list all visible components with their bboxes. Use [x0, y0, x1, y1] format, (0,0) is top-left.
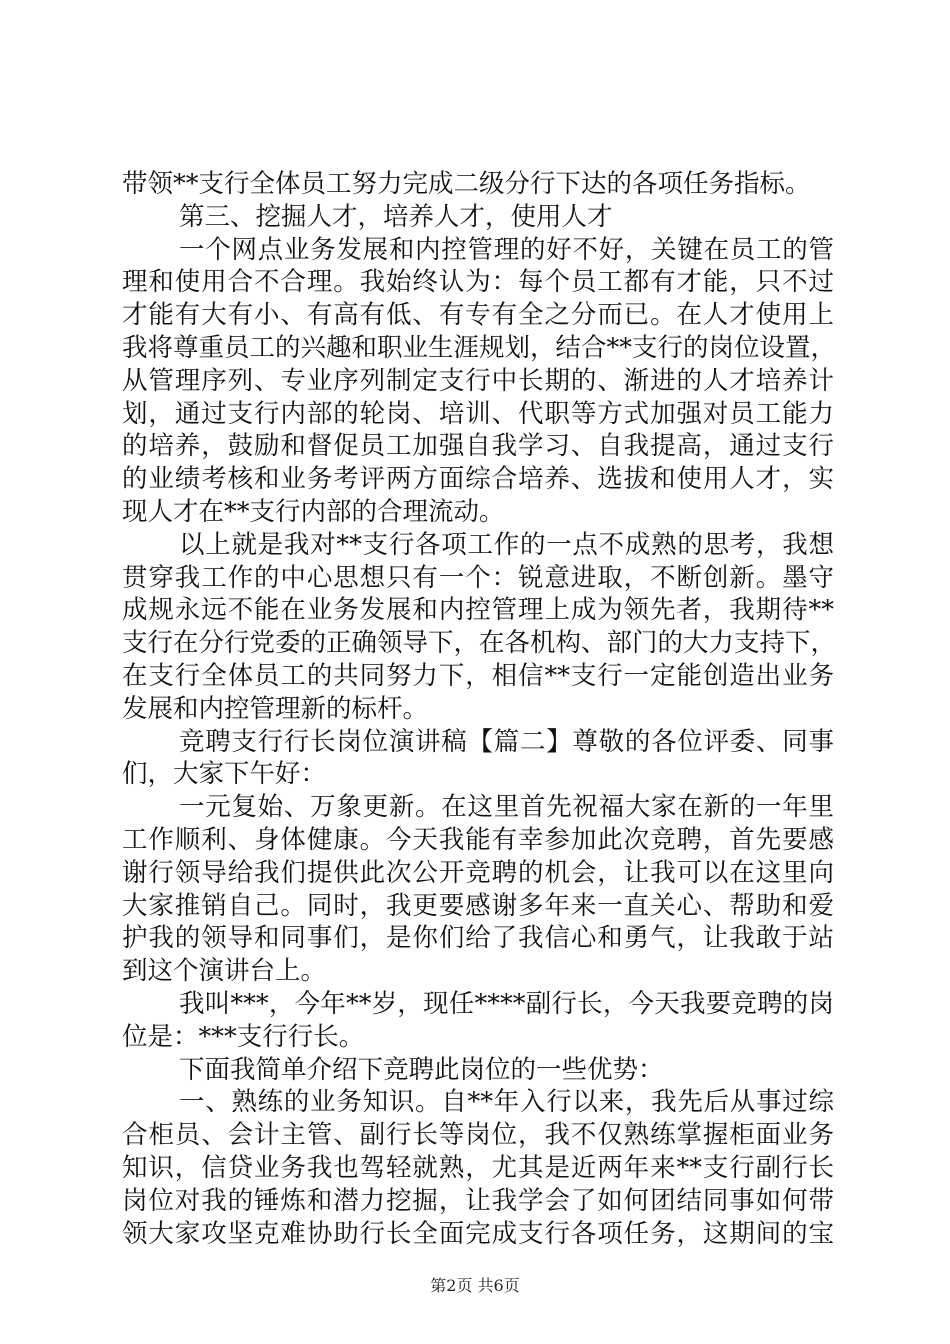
text-line: 第三、挖掘人才，培养人才，使用人才 — [179, 201, 613, 232]
text-line: 知识，信贷业务我也驾轻就熟，尤其是近两年来**支行副行长 — [122, 1152, 834, 1183]
text-line: 一元复始、万象更新。在这里首先祝福大家在新的一年里 — [179, 792, 834, 823]
text-line: 成规永远不能在业务发展和内控管理上成为领先者，我期待** — [122, 595, 834, 626]
text-line: 在支行全体员工的共同努力下，相信**支行一定能创造出业务 — [122, 660, 834, 691]
text-line: 岗位对我的锤炼和潜力挖掘，让我学会了如何团结同事如何带 — [122, 1185, 834, 1216]
text-line: 理和使用合不合理。我始终认为：每个员工都有才能，只不过 — [122, 267, 834, 298]
text-line: 才能有大有小、有高有低、有专有全之分而已。在人才使用上 — [122, 300, 834, 331]
text-line: 一、熟练的业务知识。自**年入行以来，我先后从事过综 — [179, 1087, 834, 1118]
text-line: 合柜员、会计主管、副行长等岗位，我不仅熟练掌握柜面业务 — [122, 1120, 834, 1151]
text-line: 到这个演讲台上。 — [122, 956, 327, 987]
text-line: 我将尊重员工的兴趣和职业生涯规划，结合**支行的岗位设置， — [122, 332, 837, 363]
document-body — [122, 168, 837, 1250]
text-line: 贯穿我工作的中心思想只有一个：锐意进取，不断创新。墨守 — [122, 562, 834, 593]
text-line: 支行在分行党委的正确领导下，在各机构、部门的大力支持下， — [122, 628, 837, 659]
text-line: 的培养，鼓励和督促员工加强自我学习、自我提高，通过支行 — [122, 431, 834, 462]
text-line: 大家推销自己。同时，我更要感谢多年来一直关心、帮助和爱 — [122, 890, 834, 921]
text-line: 带领**支行全体员工努力完成二级分行下达的各项任务指标。 — [122, 169, 811, 199]
text-line: 以上就是我对**支行各项工作的一点不成熟的思考，我想 — [179, 529, 834, 560]
text-line: 划，通过支行内部的轮岗、培训、代职等方式加强对员工能力 — [122, 398, 834, 429]
text-line: 领大家攻坚克难协助行长全面完成支行各项任务，这期间的宝 — [122, 1218, 834, 1249]
text-line: 护我的领导和同事们，是你们给了我信心和勇气，让我敢于站 — [122, 923, 834, 954]
text-line: 我叫***，今年**岁，现任****副行长，今天我要竞聘的岗 — [179, 988, 834, 1019]
text-line: 的业绩考核和业务考评两方面综合培养、选拔和使用人才，实 — [122, 464, 834, 495]
page-footer: 第2页 共6页 — [430, 1276, 520, 1295]
text-line: 现人才在**支行内部的合理流动。 — [122, 496, 505, 527]
text-line: 下面我简单介绍下竞聘此岗位的一些优势： — [179, 1054, 664, 1085]
text-line: 一个网点业务发展和内控管理的好不好，关键在员工的管 — [179, 234, 834, 265]
text-line: 发展和内控管理新的标杆。 — [122, 693, 429, 724]
text-line: 位是：***支行行长。 — [122, 1021, 365, 1052]
text-line: 工作顺利、身体健康。今天我能有幸参加此次竞聘，首先要感 — [122, 824, 834, 855]
text-line: 谢行领导给我们提供此次公开竞聘的机会，让我可以在这里向 — [122, 857, 834, 888]
text-line: 们，大家下午好： — [122, 759, 327, 790]
text-line: 竞聘支行行长岗位演讲稿【篇二】尊敬的各位评委、同事 — [179, 726, 834, 757]
text-line: 从管理序列、专业序列制定支行中长期的、渐进的人才培养计 — [122, 365, 834, 396]
